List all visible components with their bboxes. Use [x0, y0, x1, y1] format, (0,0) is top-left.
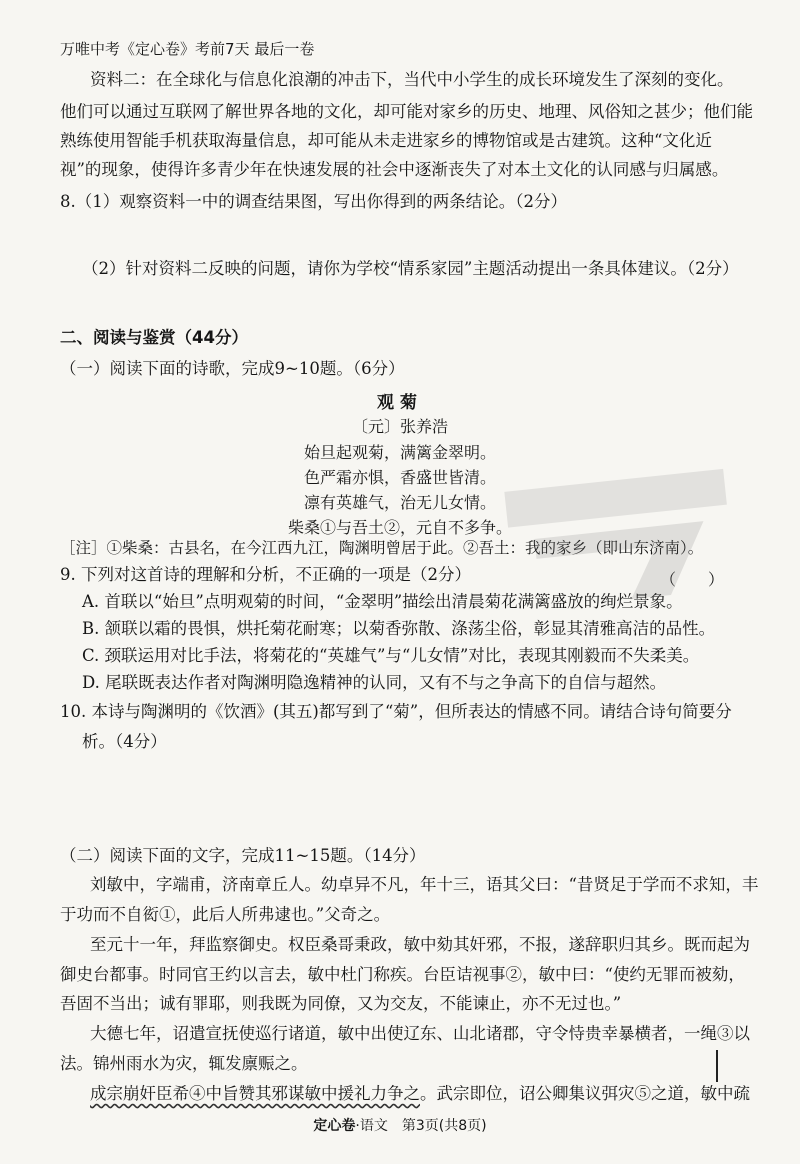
section-2-heading: 二、阅读与鉴赏（44分）	[60, 328, 248, 347]
question-8-1: 8.（1）观察资料一中的调查结果图，写出你得到的两条结论。（2分）	[60, 192, 567, 211]
part-2-instruction: （二）阅读下面的文字，完成11~15题。（14分）	[60, 846, 426, 865]
prose-line-4: 御史台都事。时同官王约以言去，敏中杜门称疾。台臣诘视事②，敏中曰：“使约无罪而被劾，	[60, 965, 745, 984]
poem-title: 观菊	[377, 393, 423, 413]
poem-line-4: 柴桑①与吾土②，元自不多争。	[287, 518, 512, 537]
poem-author: 〔元〕张养浩	[351, 417, 448, 436]
part-1-instruction: （一）阅读下面的诗歌，完成9~10题。（6分）	[60, 359, 405, 378]
q9-option-a: A. 首联以“始旦”点明观菊的时间，“金翠明”描绘出清晨菊花满篱盛放的绚烂景象。	[82, 592, 683, 611]
poem-note: ［注］①柴桑：古县名，在今江西九江，陶渊明曾居于此。②吾土：我的家乡（即山东济南）。	[60, 539, 704, 557]
question-10-line-1: 10. 本诗与陶渊明的《饮酒》(其五)都写到了“菊”，但所表达的情感不同。请结合诗句简要分	[60, 702, 732, 721]
footer-page-info: ·语文 第3页(共8页)	[355, 1118, 487, 1134]
faded-stamp-watermark	[498, 458, 741, 621]
prose-line-8	[90, 1086, 750, 1103]
poem-line-1: 始旦起观菊，满篱金翠明。	[303, 443, 496, 462]
question-10-line-2: 析。（4分）	[82, 732, 167, 751]
q9-option-c: C. 颈联运用对比手法，将菊花的“英雄气”与“儿女情”对比，表现其刚毅而不失柔美。	[82, 646, 700, 665]
prose-line-6: 大德七年，诏遣宣抚使巡行诸道，敏中出使辽东、山北诸郡，守令恃贵幸暴横者，一绳③以	[90, 1024, 750, 1043]
material2-line-1: 资料二：在全球化与信息化浪潮的冲击下，当代中小学生的成长环境发生了深刻的变化。	[90, 70, 734, 89]
wavy-underlined-sentence: 成宗崩奸臣希④中旨赞其邪谋敏中援礼力争之	[90, 1084, 420, 1103]
material2-line-3: 熟练使用智能手机获取海量信息，却可能从未走进家乡的博物馆或是古建筑。这种“文化近	[60, 131, 712, 150]
prose-line-8-rest: 。武宗即位，诏公卿集议弭灾⑤之道，敏中疏	[420, 1084, 750, 1103]
margin-rule	[716, 1050, 718, 1082]
prose-line-3: 至元十一年，拜监察御史。权臣桑哥秉政，敏中劾其奸邪，不报，遂辞职归其乡。既而起为	[90, 935, 750, 954]
material2-line-4: 视”的现象，使得许多青少年在快速发展的社会中逐渐丧失了对本土文化的认同感与归属感。	[60, 160, 729, 179]
page-footer	[0, 1115, 800, 1135]
poem-line-2: 色严霜亦惧，香盛世皆清。	[303, 468, 496, 487]
page-header: 万唯中考《定心卷》考前7天 最后一卷	[60, 40, 315, 58]
footer-brand: 定心卷	[313, 1118, 356, 1134]
q9-option-b: B. 颔联以霜的畏惧，烘托菊花耐寒；以菊香弥散、涤荡尘俗，彰显其清雅高洁的品性。	[82, 619, 716, 638]
question-8-2: （2）针对资料二反映的问题，请你为学校“情系家园”主题活动提出一条具体建议。（2分）	[82, 259, 739, 278]
prose-line-7: 法。锦州雨水为灾，辄发廪赈之。	[60, 1054, 308, 1073]
q9-option-d: D. 尾联既表达作者对陶渊明隐逸精神的认同，又有不与之争高下的自信与超然。	[82, 673, 667, 692]
prose-line-2: 于功而不自衒①，此后人所弗逮也。”父奇之。	[60, 905, 391, 924]
question-9: 9. 下列对这首诗的理解和分析，不正确的一项是（2分）	[60, 565, 471, 584]
answer-parentheses: （ ）	[660, 570, 725, 589]
poem-line-3: 凛有英雄气，治无儿女情。	[303, 493, 496, 512]
prose-line-1: 刘敏中，字端甫，济南章丘人。幼卓异不凡，年十三，语其父曰：“昔贤足于学而不求知，丰	[90, 875, 759, 894]
prose-line-5: 吾固不当出；诚有罪耶，则我既为同僚，又为交友，不能谏止，亦不无过也。”	[60, 994, 622, 1013]
material2-line-2: 他们可以通过互联网了解世界各地的文化，却可能对家乡的历史、地理、风俗知之甚少；他们能	[60, 102, 753, 121]
